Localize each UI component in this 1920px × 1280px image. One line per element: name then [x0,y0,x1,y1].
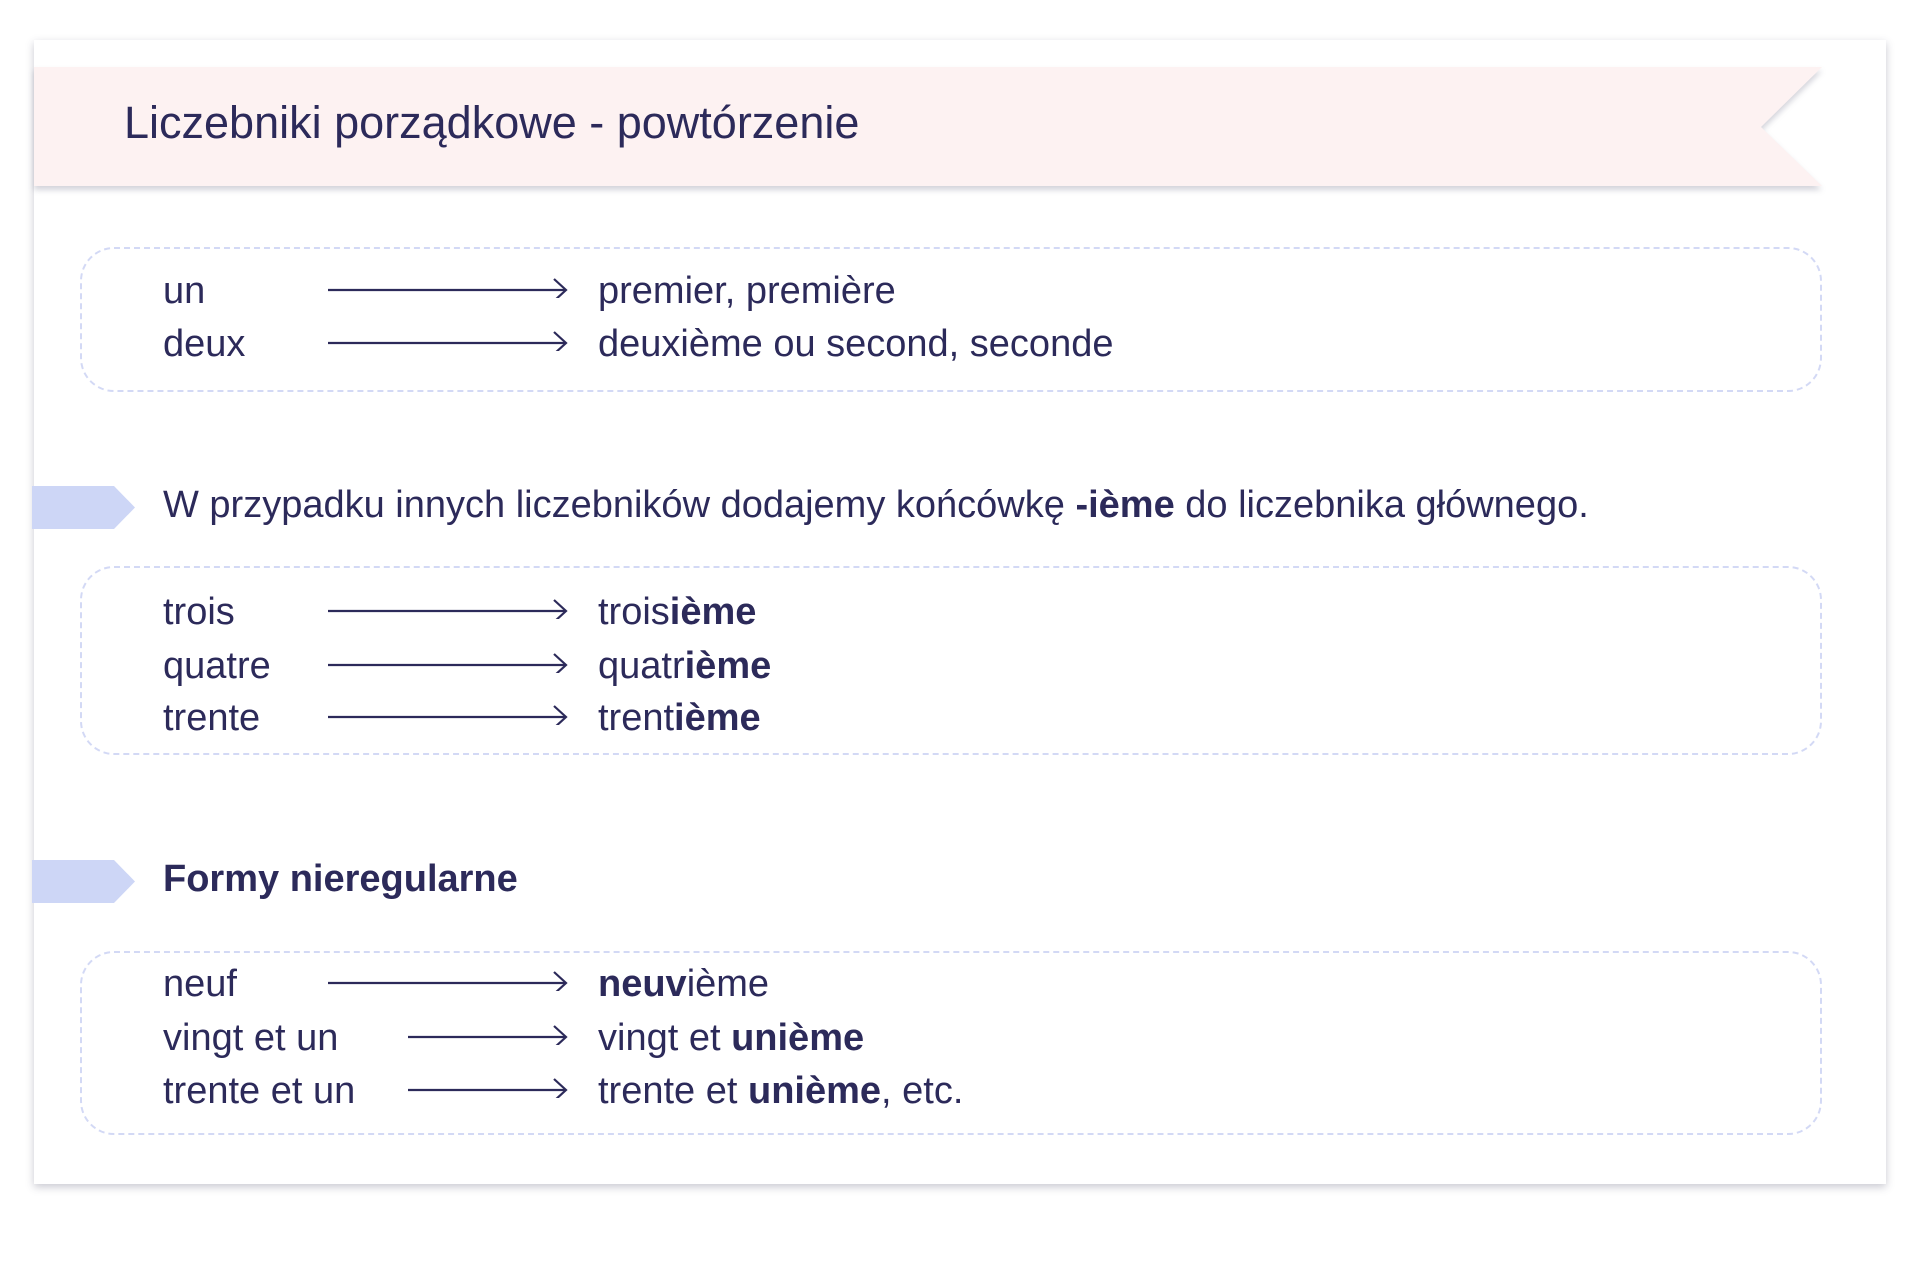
arrow-right-icon [408,1078,568,1098]
base-numeral: trois [163,591,235,633]
text-segment: ième [686,963,770,1005]
text-segment: , etc. [881,1070,964,1112]
arrow-right-icon [328,971,568,991]
bold-text-segment: unième [747,1070,882,1112]
text-segment: W przypadku innych liczebników dodajemy końcówkę [163,484,1076,526]
text-segment: deuxième ou second, seconde [598,323,1114,365]
ordinal-form [598,1072,963,1110]
ordinal-form [598,1019,864,1057]
bold-text-segment: ième [669,591,757,633]
ordinal-form [598,593,756,631]
text-segment: vingt et [598,1017,732,1059]
base-numeral: quatre [163,645,271,687]
arrow-right-icon [328,331,568,351]
bold-text-segment: ième [674,697,761,739]
text-segment: quatr [598,645,685,687]
arrow-right-icon [408,1025,568,1045]
text-segment: do liczebnika głównego. [1174,484,1589,526]
arrow-right-icon [328,705,568,725]
text-segment: trois [598,591,670,633]
page-title: Liczebniki porządkowe - powtórzenie [124,97,860,148]
bold-text-segment: neuv [598,963,687,1005]
irregular-forms-heading [163,860,518,898]
arrow-right-icon [328,653,568,673]
ordinal-form [598,272,896,310]
rule-heading [163,486,1589,524]
base-numeral: trente et un [163,1070,356,1112]
bold-text-segment: unième [731,1017,865,1059]
base-numeral: deux [163,323,246,365]
arrow-right-icon [328,599,568,619]
base-numeral: trente [163,697,261,739]
ordinal-form [598,699,761,737]
bold-text-segment: ième [684,645,772,687]
bold-text-segment: Formy nieregularne [163,858,518,900]
base-numeral: neuf [163,963,237,1005]
ordinal-form [598,647,771,685]
bold-text-segment: -ième [1075,484,1175,526]
text-segment: premier, première [598,270,896,312]
example-box-1 [80,247,1822,392]
text-segment: trente et [598,1070,748,1112]
ordinal-form [598,325,1113,363]
base-numeral: un [163,270,206,312]
section-bullet-marker [32,860,135,903]
section-bullet-marker [32,486,135,529]
base-numeral: vingt et un [163,1017,339,1059]
ordinal-form [598,965,769,1003]
arrow-right-icon [328,278,568,298]
text-segment: trent [598,697,675,739]
